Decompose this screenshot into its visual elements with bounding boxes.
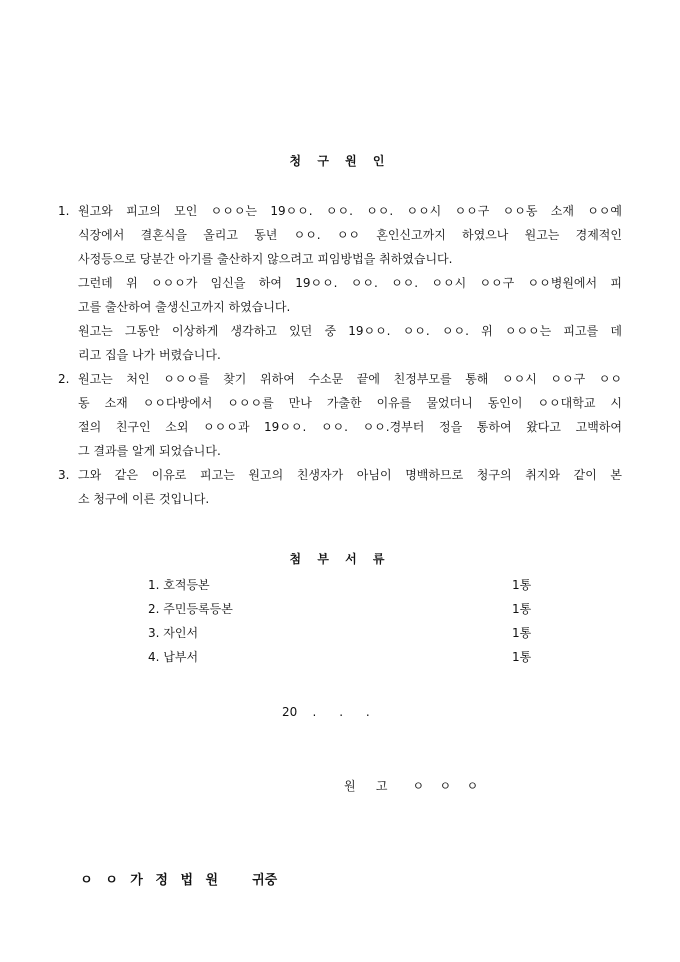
court-addressee xyxy=(62,854,277,903)
paragraph-1-line-6: 원고는 그동안 이상하게 생각하고 있던 중 19ㅇㅇ. ㅇㅇ. ㅇㅇ. 위 ㅇㅇㅇ는 피고를 데 xyxy=(78,324,622,338)
attachment-name: 2. 주민등록등본 xyxy=(148,602,233,616)
plaintiff-signature-line: 원 고 ㅇ ㅇ ㅇ xyxy=(344,779,480,793)
paragraph-3-line-1: 그와 같은 이유로 피고는 원고의 친생자가 아님이 명백하므로 청구의 취지와 같이 본 xyxy=(78,468,622,482)
attachment-row xyxy=(148,649,538,665)
paragraph-1-line-3: 사정등으로 당분간 아기를 출산하지 않으려고 피임방법을 취하였습니다. xyxy=(78,252,453,266)
court-name: ㅇ ㅇ 가 정 법 원 xyxy=(80,873,223,888)
attachment-name: 3. 자인서 xyxy=(148,626,199,640)
attachment-row xyxy=(148,625,538,641)
paragraph-1-line-4: 그런데 위 ㅇㅇㅇ가 임신을 하여 19ㅇㅇ. ㅇㅇ. ㅇㅇ. ㅇㅇ시 ㅇㅇ구 ㅇㅇ병원에서 피 xyxy=(78,276,622,290)
attachments-heading: 첨 부 서 류 xyxy=(289,552,391,566)
paragraph-3-line-2: 소 청구에 이른 것입니다. xyxy=(78,492,210,506)
paragraph-2-line-3: 절의 친구인 소외 ㅇㅇㅇ과 19ㅇㅇ. ㅇㅇ. ㅇㅇ.경부터 정을 통하여 왔다고 고백하여 xyxy=(78,420,622,434)
paragraph-2-line-4: 그 결과를 알게 되었습니다. xyxy=(78,444,221,458)
attachment-quantity: 1통 xyxy=(512,602,532,616)
paragraph-2-line-2: 동 소재 ㅇㅇ다방에서 ㅇㅇㅇ를 만나 가출한 이유를 물었더니 동인이 ㅇㅇ대학교 시 xyxy=(78,396,622,410)
attachment-name: 4. 납부서 xyxy=(148,650,199,664)
paragraph-1-line-1: 원고와 피고의 모인 ㅇㅇㅇ는 19ㅇㅇ. ㅇㅇ. ㅇㅇ. ㅇㅇ시 ㅇㅇ구 ㅇㅇ동 소재 ㅇㅇ예 xyxy=(78,204,622,218)
paragraph-3-number: 3. xyxy=(58,468,70,482)
paragraph-1-number: 1. xyxy=(58,204,70,218)
attachment-quantity: 1통 xyxy=(512,650,532,664)
court-suffix: 귀중 xyxy=(252,873,278,888)
attachment-row xyxy=(148,601,538,617)
paragraph-1-line-2: 식장에서 결혼식을 올리고 동년 ㅇㅇ. ㅇㅇ 혼인신고까지 하였으나 원고는 경제적인 xyxy=(78,228,622,242)
filing-date: 20 . . . xyxy=(282,705,370,719)
claim-heading: 청 구 원 인 xyxy=(289,154,391,168)
attachment-row xyxy=(148,577,538,593)
paragraph-2-number: 2. xyxy=(58,372,70,386)
attachment-quantity: 1통 xyxy=(512,626,532,640)
attachment-name: 1. 호적등본 xyxy=(148,578,210,592)
paragraph-1-line-7: 리고 집을 나가 버렸습니다. xyxy=(78,348,221,362)
paragraph-1-line-5: 고를 출산하여 출생신고까지 하였습니다. xyxy=(78,300,291,314)
paragraph-2-line-1: 원고는 처인 ㅇㅇㅇ를 찾기 위하여 수소문 끝에 친정부모를 통해 ㅇㅇ시 ㅇㅇ구 ㅇㅇ xyxy=(78,372,622,386)
attachment-quantity: 1통 xyxy=(512,578,532,592)
